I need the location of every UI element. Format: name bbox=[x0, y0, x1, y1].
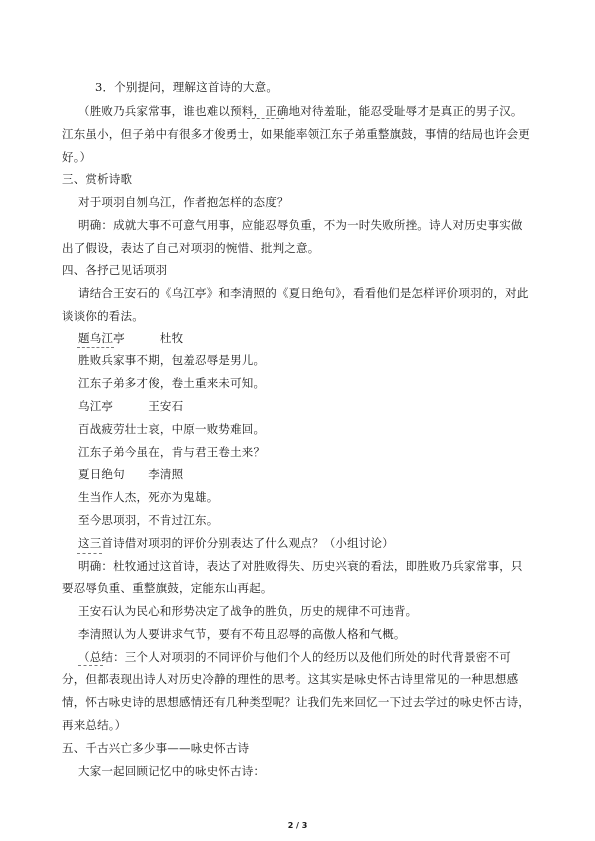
poem-line: 胜败兵家事不期，包羞忍辱是男儿。 bbox=[78, 353, 266, 367]
text-line: 王安石认为民心和形势决定了战争的胜负，历史的规律不可违背。 bbox=[78, 604, 418, 618]
underline-mark bbox=[78, 665, 103, 666]
text-line: 再来总结。） bbox=[62, 718, 127, 732]
underline-mark bbox=[77, 347, 114, 348]
text-line: 要忍辱负重、重整旗鼓，定能东山再起。 bbox=[62, 581, 273, 595]
text-line: 江东虽小，但子弟中有很多才俊勇士，如果能率领江东子弟重整旗鼓，事情的结局也许会更 bbox=[62, 127, 530, 141]
poem-line: 生当作人杰，死亦为鬼雄。 bbox=[78, 490, 219, 504]
text-line: 好。） bbox=[62, 150, 92, 164]
text-line: 3．个别提问，理解这首诗的大意。 bbox=[95, 80, 279, 94]
text-line: 分，但都表现出诗人对历史冷静的理性的思考。这其实是咏史怀古诗里常见的一种思想感 bbox=[62, 672, 519, 686]
text-line: 请结合王安石的《乌江亭》和李清照的《夏日绝句》，看看他们是怎样评价项羽的，对此 bbox=[78, 286, 529, 300]
text-line: 大家一起回顾记忆中的咏史怀古诗： bbox=[78, 764, 266, 778]
section-heading: 五、千古兴亡多少事——咏史怀古诗 bbox=[62, 741, 250, 755]
poem-title: 夏日绝句 李清照 bbox=[78, 467, 184, 481]
text-line: （总结：三个人对项羽的不同评价与他们个人的经历以及他们所处的时代背景密不可 bbox=[78, 650, 511, 664]
text-line: 出了假设，表达了自己对项羽的惋惜、批判之意。 bbox=[62, 241, 320, 255]
section-heading: 四、各抒己见话项羽 bbox=[62, 263, 168, 277]
text-line: 明确：杜牧通过这首诗，表达了对胜败得失、历史兴衰的看法，即胜败乃兵家常事，只 bbox=[78, 559, 523, 573]
text-line: 这三首诗借对项羽的评价分别表达了什么观点？（小组讨论） bbox=[78, 536, 394, 550]
text-line: 谈谈你的看法。 bbox=[62, 309, 144, 323]
poem-line: 至今思项羽，不肯过江东。 bbox=[78, 513, 219, 527]
text-line: 李清照认为人要讲求气节，要有不苟且忍辱的高傲人格和气概。 bbox=[78, 627, 406, 641]
poem-line: 江东子弟今虽在，肯与君王卷土来？ bbox=[78, 445, 266, 459]
poem-title: 乌江亭 王安石 bbox=[78, 399, 184, 413]
text-line: 情，怀古咏史诗的思想感情还有几种类型呢？让我们先来回忆一下过去学过的咏史怀古诗， bbox=[62, 695, 530, 709]
text-line: 对于项羽自刎乌江，作者抱怎样的态度？ bbox=[78, 195, 289, 209]
poem-line: 江东子弟多才俊，卷土重来未可知。 bbox=[78, 376, 266, 390]
page-number: 2 / 3 bbox=[287, 821, 308, 830]
text-line: 明确：成就大事不可意气用事，应能忍辱负重，不为一时失败所挫。诗人对历史事实做 bbox=[78, 218, 523, 232]
poem-title: 题乌江亭 杜牧 bbox=[78, 331, 184, 345]
text-line: （胜败乃兵家常事，谁也难以预料，正确地对待羞耻，能忍受耻辱才是真正的男子汉。 bbox=[78, 104, 523, 118]
underline-mark bbox=[77, 553, 102, 554]
underline-mark bbox=[247, 118, 284, 119]
poem-line: 百战疲劳壮士哀，中原一败势难回。 bbox=[78, 422, 266, 436]
section-heading: 三、赏析诗歌 bbox=[62, 172, 133, 186]
